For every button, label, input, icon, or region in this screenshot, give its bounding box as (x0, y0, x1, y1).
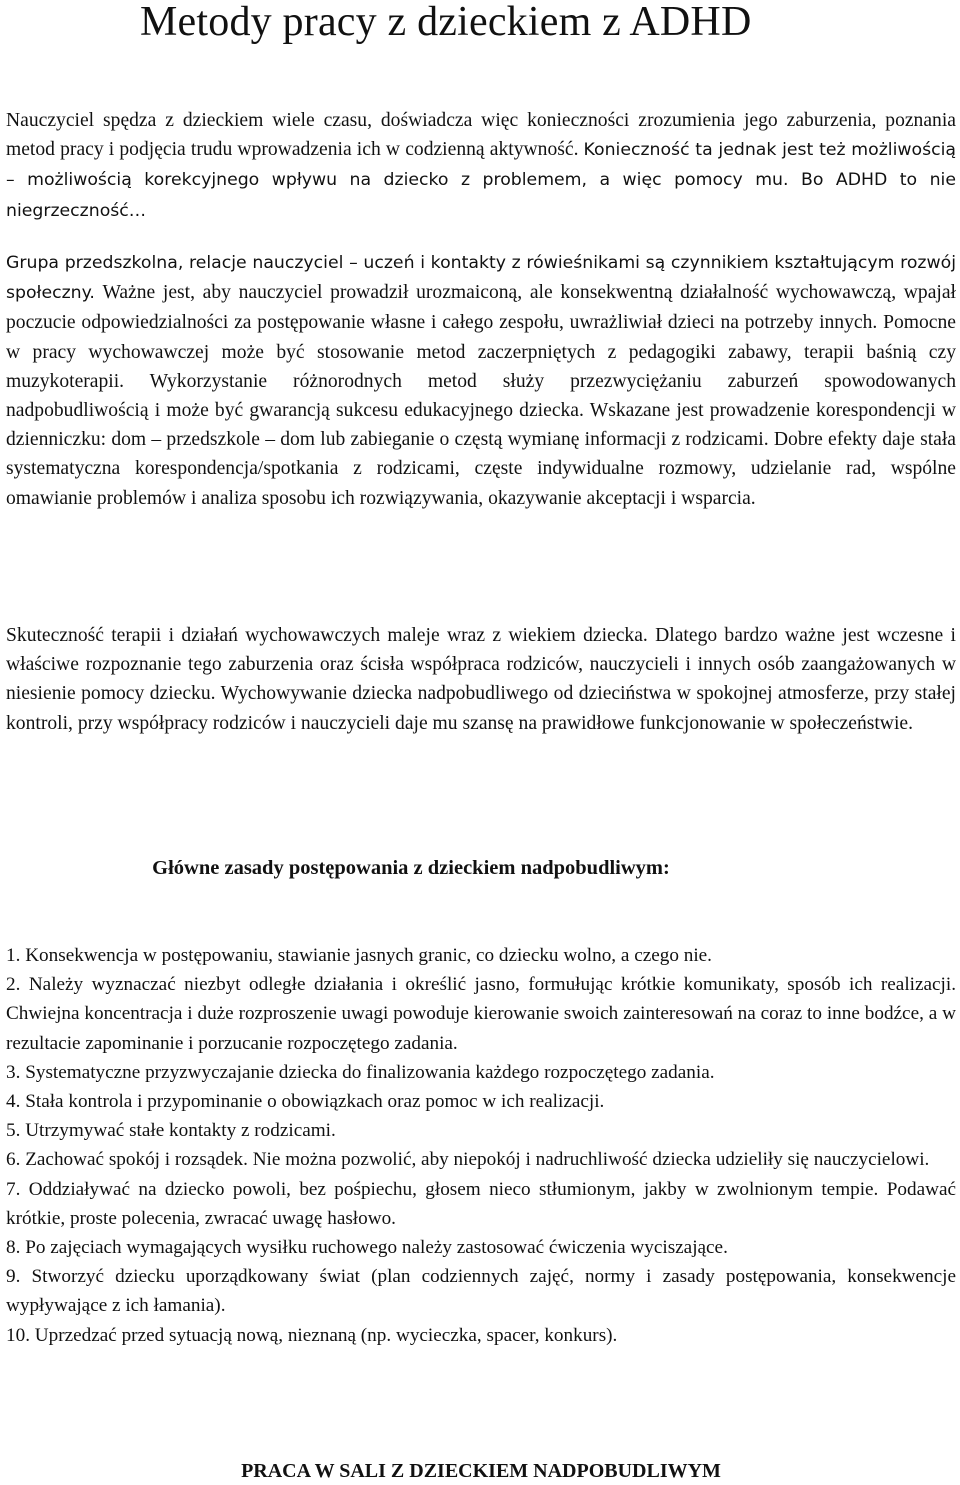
list-item: 6. Zachować spokój i rozsądek. Nie można pozwolić, aby niepokój i nadruchliwość dziecka udzieliły się nauczycielowi. (6, 1149, 930, 1171)
list-item: 3. Systematyczne przyzwyczajanie dziecka do finalizowania każdego rozpoczętego zadania. (6, 1061, 715, 1083)
list-item: 2. Należy wyznaczać niezbyt odległe działania i określić jasno, formułując krótkie komunikaty, sposób ich realizacji. Chwiejna koncentracja i duże rozproszenie uwagi powoduje kierowanie swoich zainteresowań na coraz to inne bodźce, a w rezultacie zapominanie i porzucanie rozpoczętego zadania. (6, 974, 956, 1054)
list-item: 10. Uprzedzać przed sytuacją nową, nieznaną (np. wycieczka, spacer, konkurs). (6, 1324, 618, 1346)
group-serif-text: Ważne jest, aby nauczyciel prowadził urozmaiconą, ale konsekwentną działalność wychowawczą, wpajał poczucie odpowiedzialności za postępowanie własne i całego zespołu, uwrażliwiał dzieci na potrzeby innych. Pomocne w pracy wychowawczej może być stosowanie metod zaczerpniętych z pedagogiki zabawy, terapii baśnią czy muzykoterapii. Wykorzystanie różnorodnych metod służy przezwyciężaniu zaburzeń spowodowanych nadpobudliwością i może być gwarancją sukcesu edukacyjnego dziecka. Wskazane jest prowadzenie korespondencji w dzienniczku: dom – przedszkole – dom lub zabieganie o częstą wymianę informacji z rodzicami. Dobre efekty daje stała systematyczna korespondencja/spotkania z rodzicami, częste indywidualne rozmowy, udzielanie rad, wspólne omawianie problemów i analiza sposobu ich rozwiązywania, okazywanie akceptacji i wsparcia. (6, 282, 956, 509)
intro-sans-text: Konieczność ta jednak jest też możliwością – możliwością korekcyjnego wpływu na dziecko z problemem, a więc pomocy mu. Bo ADHD to nie niegrzeczność… (6, 140, 956, 221)
therapy-paragraph: Skuteczność terapii i działań wychowawczych maleje wraz z wiekiem dziecka. Dlatego bardzo ważne jest wczesne i właściwe rozpoznanie tego zaburzenia oraz ścisła współpraca rodziców, nauczycieli i innych osób zaangażowanych w niesienie pomocy dziecku. Wychowywanie dziecka nadpobudliwego od dzieciństwa w spokojnej atmosferze, przy stałej kontroli, przy współpracy rodziców i nauczycieli daje mu szansę na prawidłowe funkcjonowanie w społeczeństwie. (6, 625, 956, 734)
intro-paragraph (6, 106, 956, 226)
list-item: 4. Stała kontrola i przypominanie o obowiązkach oraz pomoc w ich realizacji. (6, 1091, 605, 1113)
list-item: 5. Utrzymywać stałe kontakty z rodzicami. (6, 1120, 336, 1142)
list-item: 1. Konsekwencja w postępowaniu, stawianie jasnych granic, co dziecku wolno, a czego nie. (6, 945, 712, 966)
group-paragraph (6, 248, 956, 513)
list-item: 8. Po zajęciach wymagających wysiłku ruchowego należy zastosować ćwiczenia wyciszające. (6, 1237, 728, 1259)
principles-heading: Główne zasady postępowania z dzieckiem nadpobudliwym: (152, 857, 670, 879)
list-item: 9. Stworzyć dziecku uporządkowany świat (plan codziennych zajęć, normy i zasady postępowania, konsekwencje wypływające z ich łamania). (6, 1266, 956, 1317)
intro-serif-text: Nauczyciel spędza z dzieckiem wiele czasu, doświadcza więc konieczności zrozumienia jego zaburzenia, poznania metod pracy i podjęcia trudu wprowadzenia ich w codzienną aktywność. (6, 110, 956, 161)
page-title: Metody pracy z dzieckiem z ADHD (140, 0, 752, 45)
group-sans-text: Grupa przedszkolna, relacje nauczyciel – uczeń i kontakty z rówieśnikami są czynnikiem kształtującym rozwój społeczny. (6, 253, 956, 304)
classroom-heading: PRACA W SALI Z DZIECKIEM NADPOBUDLIWYM (241, 1460, 721, 1482)
list-item: 7. Oddziaływać na dziecko powoli, bez pośpiechu, głosem nieco stłumionym, jakby w zwolnionym tempie. Podawać krótkie, proste polecenia, zwracać uwagę hasłowo. (6, 1178, 956, 1229)
principles-list (6, 941, 956, 1350)
